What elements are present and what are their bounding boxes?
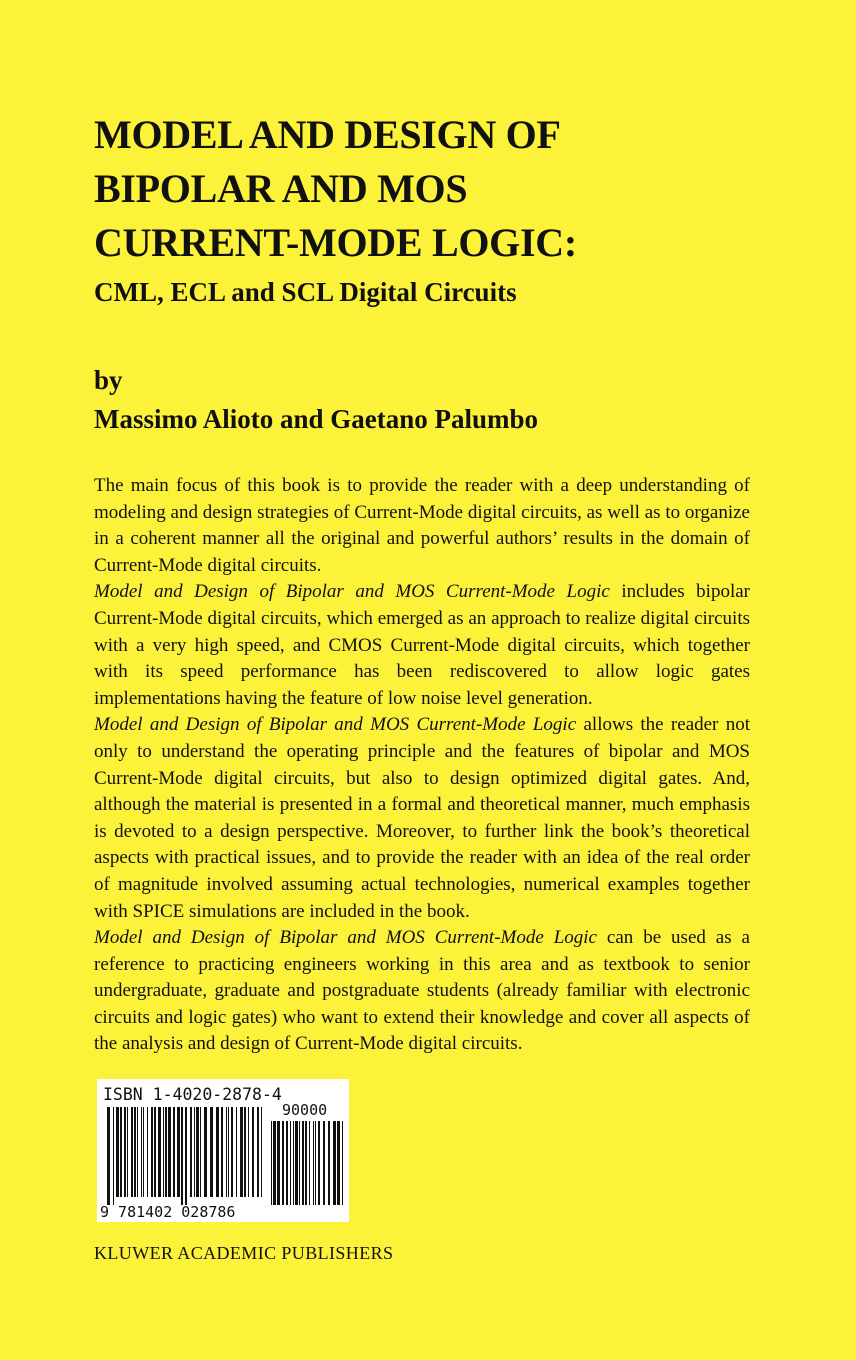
book-title-italic: Model and Design of Bipolar and MOS Current-Mode Logic: [94, 581, 610, 603]
barcode-bar: [302, 1121, 304, 1205]
barcode-bar: [299, 1121, 300, 1205]
barcode-bar: [252, 1107, 254, 1197]
barcode-bar: [313, 1121, 314, 1205]
barcode-bar: [107, 1107, 110, 1205]
barcode-bar: [200, 1107, 201, 1197]
barcode-bar: [333, 1121, 336, 1205]
barcode-bar: [305, 1121, 307, 1205]
book-description: [94, 473, 750, 1058]
barcode-bar: [190, 1107, 192, 1197]
barcode-bar: [204, 1107, 207, 1197]
barcode-bar: [282, 1121, 284, 1205]
ean-digits: 9 781402 028786: [100, 1203, 236, 1221]
barcode-bar: [181, 1107, 183, 1205]
isbn-label: ISBN 1-4020-2878-4: [103, 1085, 282, 1104]
barcode-bar: [168, 1107, 171, 1197]
barcode-bar: [173, 1107, 175, 1197]
barcode-bar: [151, 1107, 153, 1197]
barcode-bar: [286, 1121, 288, 1205]
book-title-line-1: MODEL AND DESIGN OF: [94, 112, 561, 157]
book-title-italic: Model and Design of Bipolar and MOS Current-Mode Logic: [94, 714, 577, 736]
barcode-bar: [137, 1107, 138, 1197]
barcode-bar: [318, 1121, 320, 1205]
barcode-bar: [120, 1107, 122, 1197]
barcode-bar: [134, 1107, 136, 1197]
barcode-bar: [295, 1121, 298, 1205]
description-paragraph-1: The main focus of this book is to provide the reader with a deep understanding of modeling and design strategies of Current-Mode digital circuits, as well as to organize in a coherent manner all the original and powerful authors’ results in the domain of Current-Mode digital circuits.: [94, 475, 750, 576]
barcode-bar: [240, 1107, 243, 1197]
barcode-bar: [147, 1107, 148, 1197]
isbn-barcode: [97, 1079, 349, 1222]
barcode-bar: [116, 1107, 119, 1197]
book-title-italic: Model and Design of Bipolar and MOS Current-Mode Logic: [94, 927, 597, 949]
barcode-bar: [141, 1107, 142, 1197]
barcode-bar: [124, 1107, 126, 1197]
barcode-bar: [231, 1107, 233, 1197]
barcode-graphic: [97, 1079, 349, 1222]
barcode-bar: [154, 1107, 156, 1197]
barcode-bar: [271, 1121, 272, 1205]
description-paragraph-2: Model and Design of Bipolar and MOS Current-Mode Logic includes bipolar Current-Mode digital circuits, which emerged as an approach to realize digital circuits with a very high speed, and CMOS Current-Mode digital circuits, which together with its speed performance has been rediscovered to allow logic gates implementations having the feature of low noise level generation.: [94, 581, 751, 709]
barcode-bar: [177, 1107, 180, 1197]
barcode-bar: [216, 1107, 219, 1197]
barcode-bar: [315, 1121, 316, 1205]
ean-bars: [107, 1107, 262, 1205]
barcode-bar: [131, 1107, 133, 1197]
barcode-bar: [290, 1121, 291, 1205]
book-title-line-2: BIPOLAR AND MOS: [94, 166, 468, 211]
book-subtitle: CML, ECL and SCL Digital Circuits: [94, 277, 517, 307]
barcode-bar: [337, 1121, 340, 1205]
barcode-bar: [194, 1107, 195, 1197]
barcode-bar: [228, 1107, 229, 1197]
book-title-line-3: CURRENT-MODE LOGIC:: [94, 220, 577, 265]
barcode-bar: [342, 1121, 343, 1205]
barcode-bar: [244, 1107, 246, 1197]
addon-bars: [271, 1121, 343, 1205]
book-title: [94, 108, 794, 270]
barcode-bar: [221, 1107, 223, 1197]
barcode-bar: [210, 1107, 213, 1197]
barcode-bar: [165, 1107, 167, 1197]
barcode-bar: [323, 1121, 325, 1205]
barcode-bar: [309, 1121, 310, 1205]
publisher-name: KLUWER ACADEMIC PUBLISHERS: [94, 1243, 394, 1263]
barcode-bar: [261, 1107, 262, 1197]
barcode-bar: [185, 1107, 187, 1205]
barcode-bar: [257, 1107, 259, 1197]
barcode-bar: [226, 1107, 227, 1197]
addon-digits: 90000: [282, 1101, 328, 1119]
barcode-bar: [158, 1107, 161, 1197]
by-label: by: [94, 365, 123, 395]
authors: Massimo Alioto and Gaetano Palumbo: [94, 404, 539, 434]
barcode-bar: [328, 1121, 330, 1205]
barcode-bar: [113, 1107, 114, 1205]
barcode-bar: [273, 1121, 276, 1205]
barcode-bar: [293, 1121, 294, 1205]
barcode-bar: [248, 1107, 249, 1197]
barcode-bar: [143, 1107, 144, 1197]
barcode-bar: [236, 1107, 237, 1197]
barcode-bar: [163, 1107, 164, 1197]
description-paragraph-3: Model and Design of Bipolar and MOS Current-Mode Logic allows the reader not only to understand the operating principle and the features of bipolar and MOS Current-Mode digital circuits, but also to design optimized digital gates. And, although the material is presented in a formal and theoretical manner, much emphasis is devoted to a design perspective. Moreover, to further link the book’s theoretical aspects with practical issues, and to provide the reader with an idea of the real order of magnitude involved assuming actual technologies, numerical examples together with SPICE simulations are included in the book.: [94, 714, 750, 922]
barcode-bar: [196, 1107, 199, 1197]
barcode-bar: [127, 1107, 128, 1197]
description-paragraph-4: Model and Design of Bipolar and MOS Current-Mode Logic can be used as a reference to practicing engineers working in this area and as textbook to senior undergraduate, graduate and postgraduate students (already familiar with electronic circuits and logic gates) who want to extend their knowledge and cover all aspects of the analysis and design of Current-Mode digital circuits.: [94, 927, 750, 1055]
barcode-bar: [277, 1121, 280, 1205]
